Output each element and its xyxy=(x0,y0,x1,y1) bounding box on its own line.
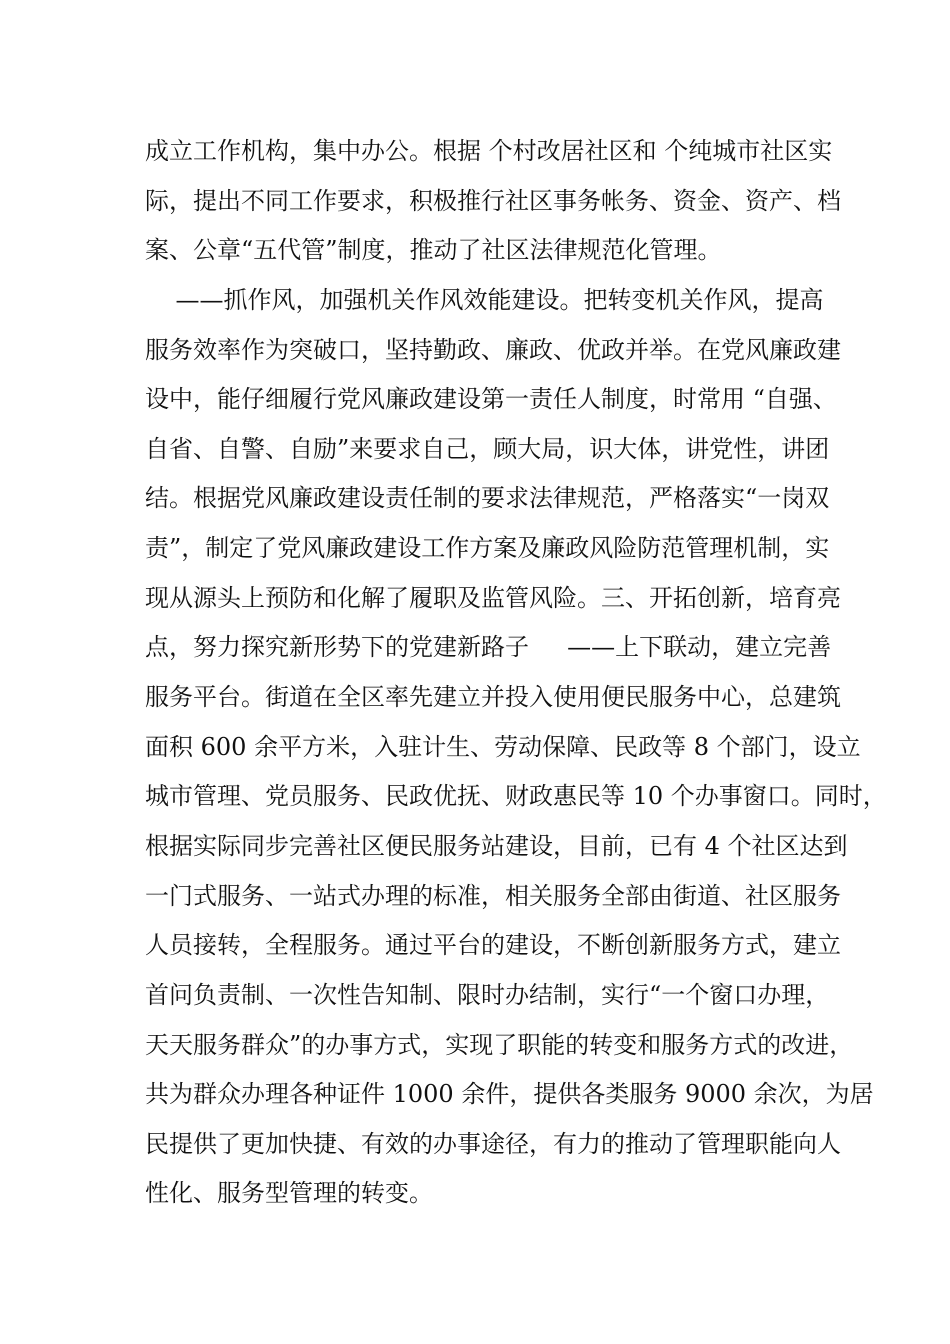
text-line: 案、公章“五代管”制度，推动了社区法律规范化管理。 xyxy=(145,236,722,265)
body-text xyxy=(145,127,887,1219)
text-line: 服务效率作为突破口，坚持勤政、廉政、优政并举。在党风廉政建 xyxy=(145,335,841,364)
text-line: 天天服务群众”的办事方式，实现了职能的转变和服务方式的改进， xyxy=(145,1030,854,1059)
text-line: 城市管理、党员服务、民政优抚、财政惠民等 10 个办事窗口。同时， xyxy=(145,782,887,811)
text-line: 服务平台。街道在全区率先建立并投入使用便民服务中心，总建筑 xyxy=(145,683,841,712)
text-line: 成立工作机构，集中办公。根据 个村改居社区和 个纯城市社区实 xyxy=(145,137,833,165)
text-line: ——抓作风，加强机关作风效能建设。把转变机关作风，提高 xyxy=(145,285,824,314)
text-line: 点，努力探究新形势下的党建新路子 ——上下联动，建立完善 xyxy=(145,633,832,662)
text-line: 设中，能仔细履行党风廉政建设第一责任人制度，时常用 “自强、 xyxy=(145,385,837,414)
text-line: 首问负责制、一次性告知制、限时办结制，实行“一个窗口办理， xyxy=(145,980,830,1009)
text-line: 现从源头上预防和化解了履职及监管风险。三、开拓创新，培育亮 xyxy=(145,583,841,612)
text-line: 一门式服务、一站式办理的标准，相关服务全部由街道、社区服务 xyxy=(145,881,841,910)
text-line: 结。根据党风廉政建设责任制的要求法律规范，严格落实“一岗双 xyxy=(145,484,830,513)
text-line: 责”，制定了党风廉政建设工作方案及廉政风险防范管理机制，实 xyxy=(145,534,830,563)
text-line: 自省、自警、自励”来要求自己，顾大局，识大体，讲党性，讲团 xyxy=(145,434,830,463)
text-line: 人员接转，全程服务。通过平台的建设，不断创新服务方式，建立 xyxy=(145,931,841,960)
text-line: 民提供了更加快捷、有效的办事途径，有力的推动了管理职能向人 xyxy=(145,1129,841,1158)
text-line: 际，提出不同工作要求，积极推行社区事务帐务、资金、资产、档 xyxy=(145,186,841,215)
text-line: 面积 600 余平方米，入驻计生、劳动保障、民政等 8 个部门，设立 xyxy=(145,732,861,761)
text-line: 共为群众办理各种证件 1000 余件，提供各类服务 9000 余次，为居 xyxy=(145,1080,874,1109)
text-line: 性化、服务型管理的转变。 xyxy=(145,1179,433,1208)
text-line: 根据实际同步完善社区便民服务站建设，目前，已有 4 个社区达到 xyxy=(145,831,848,860)
